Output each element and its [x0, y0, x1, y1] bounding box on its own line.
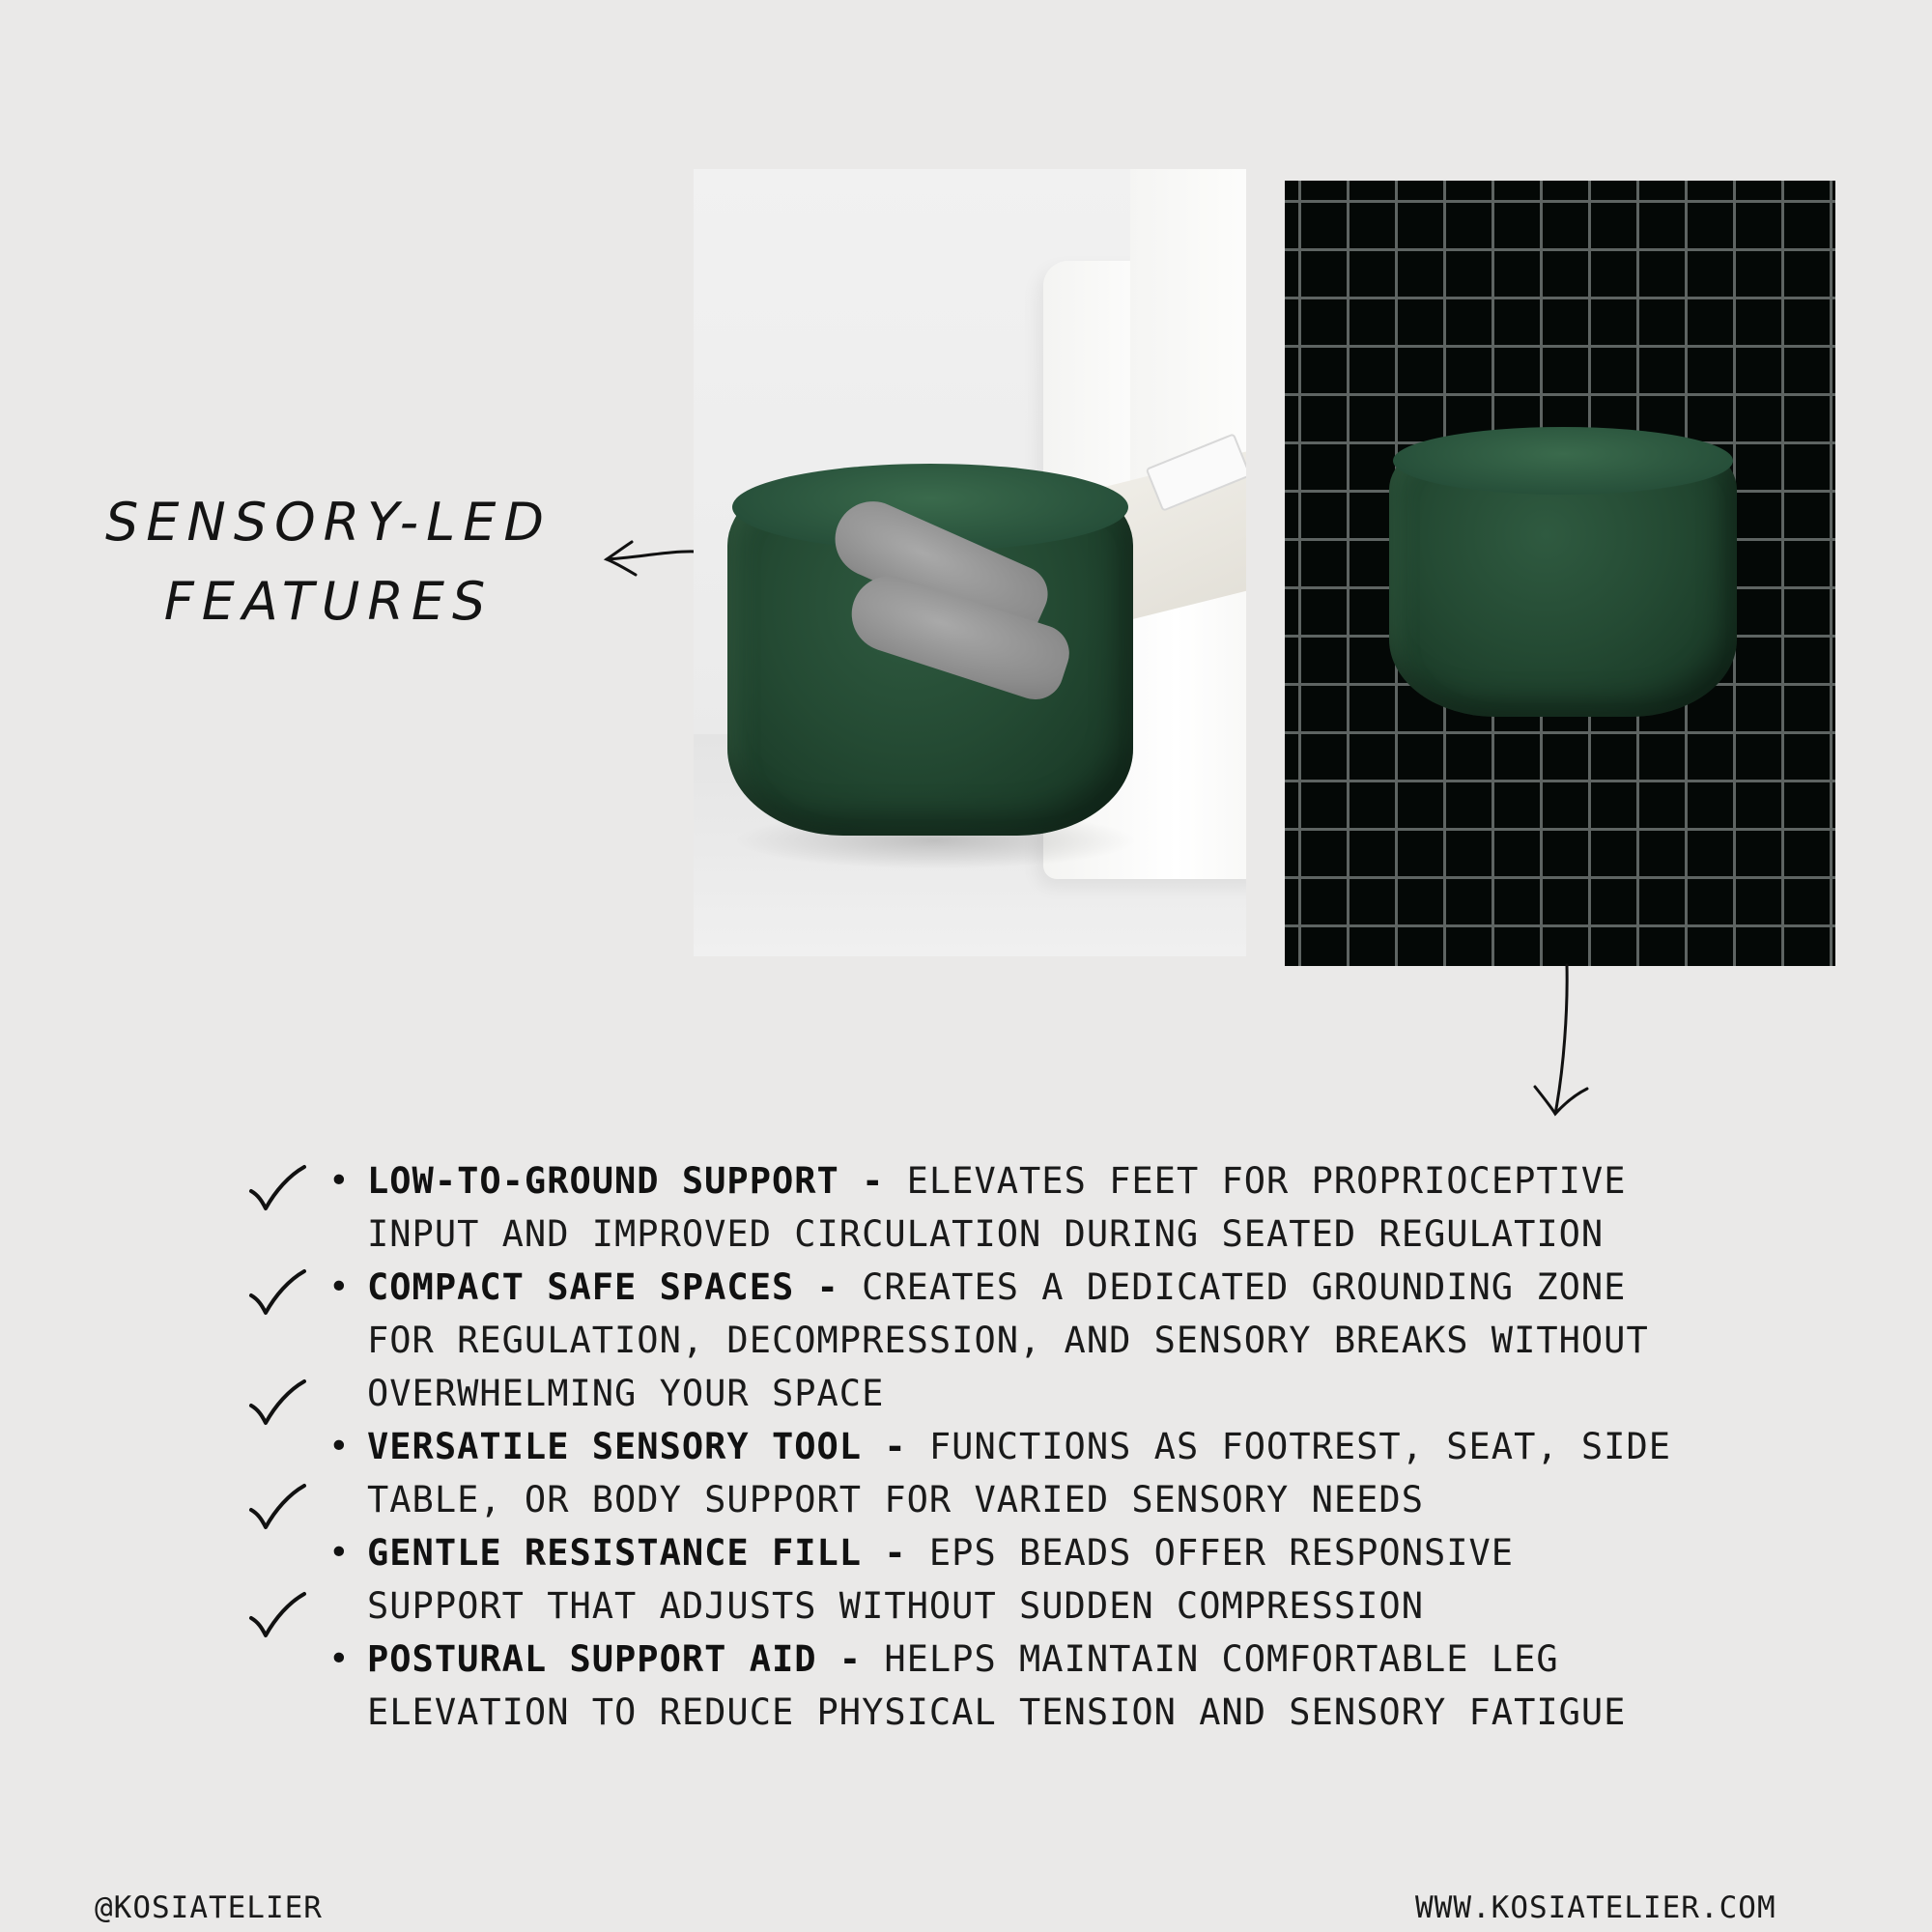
pouf-lifestyle-photo	[694, 169, 1246, 956]
feature-item	[328, 1633, 1681, 1739]
heading-line-2: FEATURES	[163, 571, 494, 632]
check-icon	[246, 1483, 308, 1531]
arrow-down-icon	[1521, 961, 1599, 1125]
check-icon	[246, 1591, 308, 1639]
website-url: WWW.KOSIATELIER.COM	[1415, 1890, 1776, 1925]
arrow-left-icon	[599, 536, 700, 584]
feature-description: FUNCTIONS AS FOOTREST, SEAT, SIDE TABLE, OR BODY SUPPORT FOR VARIED SENSORY NEEDS	[367, 1426, 1672, 1520]
feature-item	[328, 1526, 1681, 1633]
check-icon	[246, 1268, 308, 1317]
feature-description: CREATES A DEDICATED GROUNDING ZONE FOR REGULATION, DECOMPRESSION, AND SENSORY BREAKS WITHOUT OVERWHELMING YOUR SPACE	[367, 1266, 1649, 1414]
feature-term: POSTURAL SUPPORT AID -	[367, 1638, 863, 1680]
feature-item	[328, 1261, 1681, 1420]
heading-line-1: SENSORY-LED	[105, 492, 552, 553]
feature-item	[328, 1154, 1681, 1261]
green-pouf-top	[1393, 427, 1733, 495]
check-icon	[246, 1378, 308, 1427]
features-list	[328, 1154, 1681, 1739]
feature-description: ELEVATES FEET FOR PROPRIOCEPTIVE INPUT AND IMPROVED CIRCULATION DURING SEATED REGULATION	[367, 1160, 1627, 1255]
feature-description: HELPS MAINTAIN COMFORTABLE LEG ELEVATION TO REDUCE PHYSICAL TENSION AND SENSORY FATIGUE	[367, 1638, 1627, 1733]
feature-term: GENTLE RESISTANCE FILL -	[367, 1532, 907, 1574]
feature-term: COMPACT SAFE SPACES -	[367, 1266, 839, 1308]
checkmarks	[246, 1164, 314, 1647]
feature-description: EPS BEADS OFFER RESPONSIVE SUPPORT THAT ADJUSTS WITHOUT SUDDEN COMPRESSION	[367, 1532, 1515, 1627]
feature-term: VERSATILE SENSORY TOOL -	[367, 1426, 907, 1467]
feature-term: LOW-TO-GROUND SUPPORT -	[367, 1160, 885, 1202]
pouf-grid-photo	[1285, 181, 1835, 966]
social-handle: @KOSIATELIER	[95, 1890, 323, 1925]
heading	[87, 483, 570, 641]
feature-item	[328, 1420, 1681, 1526]
check-icon	[246, 1164, 308, 1212]
